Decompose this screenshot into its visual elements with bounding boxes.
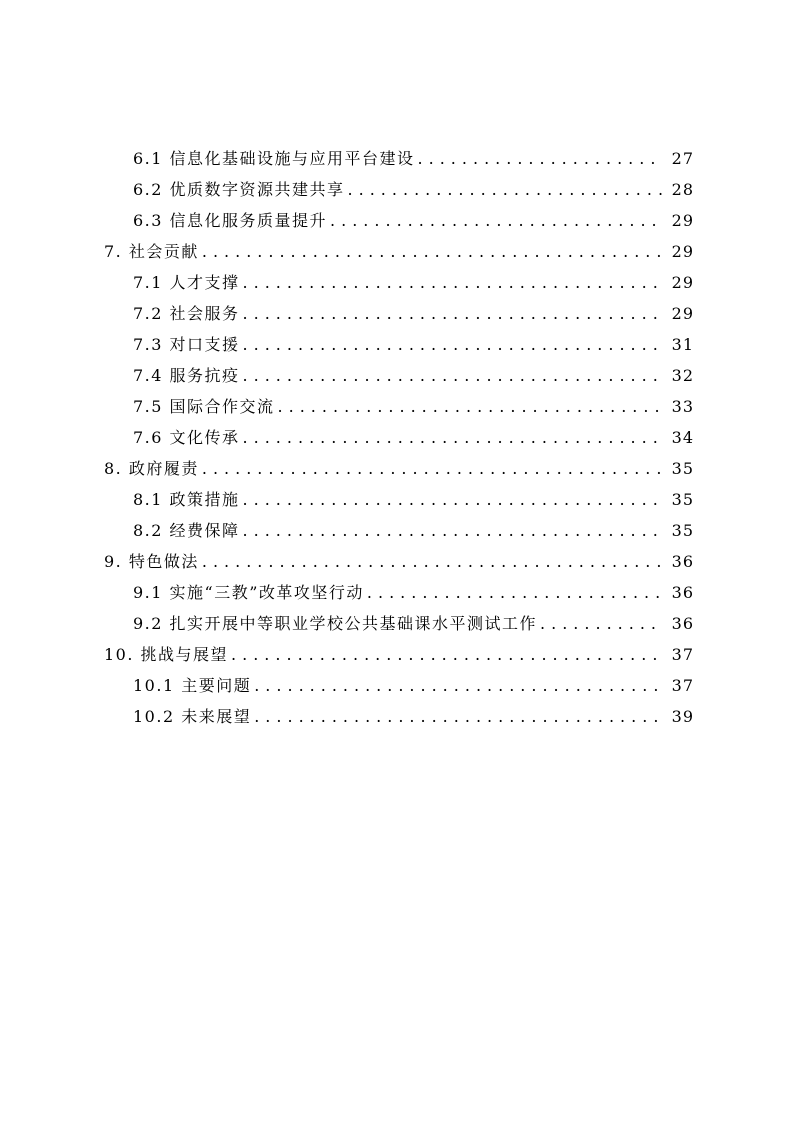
- toc-dot-leader: [364, 577, 663, 608]
- toc-dot-leader: [240, 360, 663, 391]
- toc-entry[interactable]: [104, 701, 694, 732]
- toc-entry-page: 37: [671, 645, 694, 664]
- toc-dot-leader: [228, 639, 663, 670]
- toc-entry-page: 34: [671, 428, 694, 447]
- toc-entry-page: 35: [671, 490, 694, 509]
- toc-dot-leader: [345, 174, 663, 205]
- toc-dot-leader: [240, 298, 663, 329]
- toc-list: [104, 143, 694, 732]
- toc-entry[interactable]: [104, 639, 694, 670]
- toc-entry-page: 33: [671, 397, 694, 416]
- toc-entry-label: 7.5 国际合作交流: [133, 397, 275, 416]
- toc-entry-page: 36: [671, 614, 694, 633]
- toc-entry[interactable]: [104, 484, 694, 515]
- toc-entry-page: 39: [671, 707, 694, 726]
- toc-entry-label: 6.1 信息化基础设施与应用平台建设: [133, 149, 415, 168]
- toc-dot-leader: [251, 670, 662, 701]
- toc-entry-page: 28: [671, 180, 694, 199]
- toc-dot-leader: [275, 391, 663, 422]
- toc-entry[interactable]: [104, 143, 694, 174]
- toc-entry[interactable]: [104, 670, 694, 701]
- toc-entry[interactable]: [104, 205, 694, 236]
- toc-entry[interactable]: [104, 577, 694, 608]
- toc-entry-page: 32: [671, 366, 694, 385]
- toc-entry-label: 9. 特色做法: [104, 552, 199, 571]
- toc-entry-page: 27: [671, 149, 694, 168]
- toc-dot-leader: [537, 608, 663, 639]
- toc-entry-label: 8.1 政策措施: [133, 490, 240, 509]
- toc-entry-label: 10.1 主要问题: [133, 676, 252, 695]
- toc-entry-page: 36: [671, 583, 694, 602]
- toc-entry[interactable]: [104, 453, 694, 484]
- toc-entry-page: 29: [671, 304, 694, 323]
- toc-entry[interactable]: [104, 174, 694, 205]
- toc-entry-label: 7.6 文化传承: [133, 428, 240, 447]
- toc-entry[interactable]: [104, 267, 694, 298]
- toc-entry-page: 29: [671, 211, 694, 230]
- toc-entry-label: 7. 社会贡献: [104, 242, 199, 261]
- toc-dot-leader: [240, 329, 663, 360]
- toc-dot-leader: [251, 701, 662, 732]
- toc-dot-leader: [240, 484, 663, 515]
- toc-entry-label: 10.2 未来展望: [133, 707, 252, 726]
- toc-entry-label: 8. 政府履责: [104, 459, 199, 478]
- toc-entry-label: 8.2 经费保障: [133, 521, 240, 540]
- toc-entry[interactable]: [104, 608, 694, 639]
- toc-entry-page: 29: [671, 242, 694, 261]
- toc-dot-leader: [327, 205, 663, 236]
- toc-entry-page: 36: [671, 552, 694, 571]
- toc-entry-label: 7.4 服务抗疫: [133, 366, 240, 385]
- toc-entry-label: 7.1 人才支撑: [133, 273, 240, 292]
- toc-dot-leader: [240, 267, 663, 298]
- toc-entry[interactable]: [104, 360, 694, 391]
- toc-entry[interactable]: [104, 329, 694, 360]
- toc-dot-leader: [199, 546, 663, 577]
- toc-entry[interactable]: [104, 298, 694, 329]
- toc-entry-page: 37: [671, 676, 694, 695]
- toc-entry-label: 6.2 优质数字资源共建共享: [133, 180, 345, 199]
- toc-entry-page: 35: [671, 521, 694, 540]
- toc-entry-label: 9.2 扎实开展中等职业学校公共基础课水平测试工作: [133, 614, 538, 633]
- toc-dot-leader: [415, 143, 663, 174]
- toc-entry[interactable]: [104, 515, 694, 546]
- toc-entry[interactable]: [104, 236, 694, 267]
- toc-entry-label: 9.1 实施“三教”改革攻坚行动: [133, 583, 364, 602]
- toc-entry-page: 35: [671, 459, 694, 478]
- toc-entry-label: 7.2 社会服务: [133, 304, 240, 323]
- toc-entry[interactable]: [104, 546, 694, 577]
- toc-entry-page: 31: [671, 335, 694, 354]
- toc-dot-leader: [240, 422, 663, 453]
- toc-dot-leader: [240, 515, 663, 546]
- toc-dot-leader: [199, 453, 663, 484]
- toc-entry[interactable]: [104, 391, 694, 422]
- toc-dot-leader: [199, 236, 663, 267]
- toc-entry-label: 6.3 信息化服务质量提升: [133, 211, 328, 230]
- toc-entry-label: 10. 挑战与展望: [104, 645, 229, 664]
- toc-entry-page: 29: [671, 273, 694, 292]
- toc-entry[interactable]: [104, 422, 694, 453]
- toc-entry-label: 7.3 对口支援: [133, 335, 240, 354]
